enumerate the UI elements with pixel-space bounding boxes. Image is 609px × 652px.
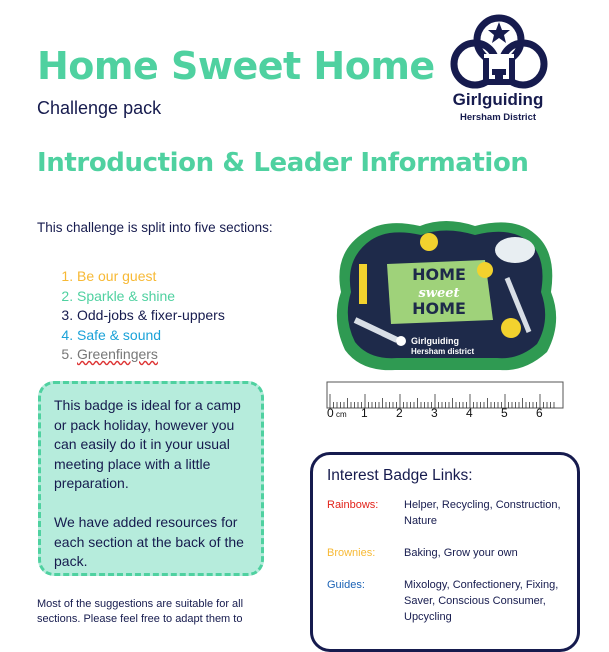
badge-trefoil-icon [396, 336, 406, 346]
group-label-rainbows: Rainbows: [327, 499, 379, 511]
section-item-safe-sound: 4. Safe & sound [77, 326, 225, 346]
section-item-sparkle-shine: 2. Sparkle & shine [77, 287, 225, 307]
section-item-be-our-guest: 1. Be our guest [77, 267, 225, 287]
teacup-icon [495, 237, 535, 263]
badges-guides: Mixology, Confectionery, Fixing, Saver, Conscious Consumer, Upcycling [404, 579, 559, 623]
links-row-guides [327, 577, 563, 625]
interest-badge-links-box [310, 452, 580, 652]
badge-photo [325, 212, 565, 422]
badge-brand: Girlguiding [411, 336, 459, 346]
group-label-brownies: Brownies: [327, 547, 376, 559]
flower-icon [477, 262, 493, 278]
page-title: Home Sweet Home [37, 44, 435, 88]
ruler-label-1: 1 [361, 406, 368, 420]
girlguiding-trefoil-logo [440, 8, 560, 128]
logo-district: Hersham District [459, 112, 537, 123]
suitability-note: Most of the suggestions are suitable for all sections. Please feel free to adapt them to [37, 598, 244, 625]
ruler [327, 382, 563, 420]
section-item-odd-jobs: 3. Odd-jobs & fixer-uppers [77, 306, 225, 326]
ruler-label-2: 2 [396, 406, 403, 420]
ruler-label-3: 3 [431, 406, 438, 420]
badge-text-home-1: HOME [412, 265, 466, 284]
links-title: Interest Badge Links: [327, 467, 473, 484]
section-list [37, 267, 225, 365]
links-row-rainbows [327, 497, 563, 529]
leader-callout-box [38, 381, 264, 576]
badges-brownies: Baking, Grow your own [404, 547, 518, 559]
button-icon [501, 318, 521, 338]
section-heading: Introduction & Leader Information [37, 148, 529, 178]
badges-rainbows: Helper, Recycling, Construction, Nature [404, 499, 561, 527]
logo-wordmark: Girlguiding [452, 90, 544, 109]
callout-paragraph-2: We have added resources for each section at the back of the pack. [54, 514, 244, 569]
section-item-greenfingers: 5. Greenfingers [77, 345, 225, 365]
intro-text: This challenge is split into five sections: [37, 220, 273, 235]
ruler-label-5: 5 [501, 406, 508, 420]
callout-paragraph-1: This badge is ideal for a camp or pack holiday, however you can easily do it in your usual meeting place with a little preparation. [54, 397, 241, 491]
group-label-guides: Guides: [327, 579, 365, 591]
badge-text-home-2: HOME [412, 299, 466, 318]
ruler-label-0: 0 [327, 406, 334, 420]
ruler-unit: cm [336, 410, 347, 419]
glove-icon [359, 264, 367, 304]
page-subtitle: Challenge pack [37, 98, 162, 118]
cupcake-icon [420, 233, 438, 251]
ruler-label-6: 6 [536, 406, 543, 420]
badge-text-sweet: sweet [418, 286, 460, 301]
links-row-brownies [327, 545, 563, 561]
badge-brand-sub: Hersham district [411, 347, 475, 356]
ruler-label-4: 4 [466, 406, 473, 420]
